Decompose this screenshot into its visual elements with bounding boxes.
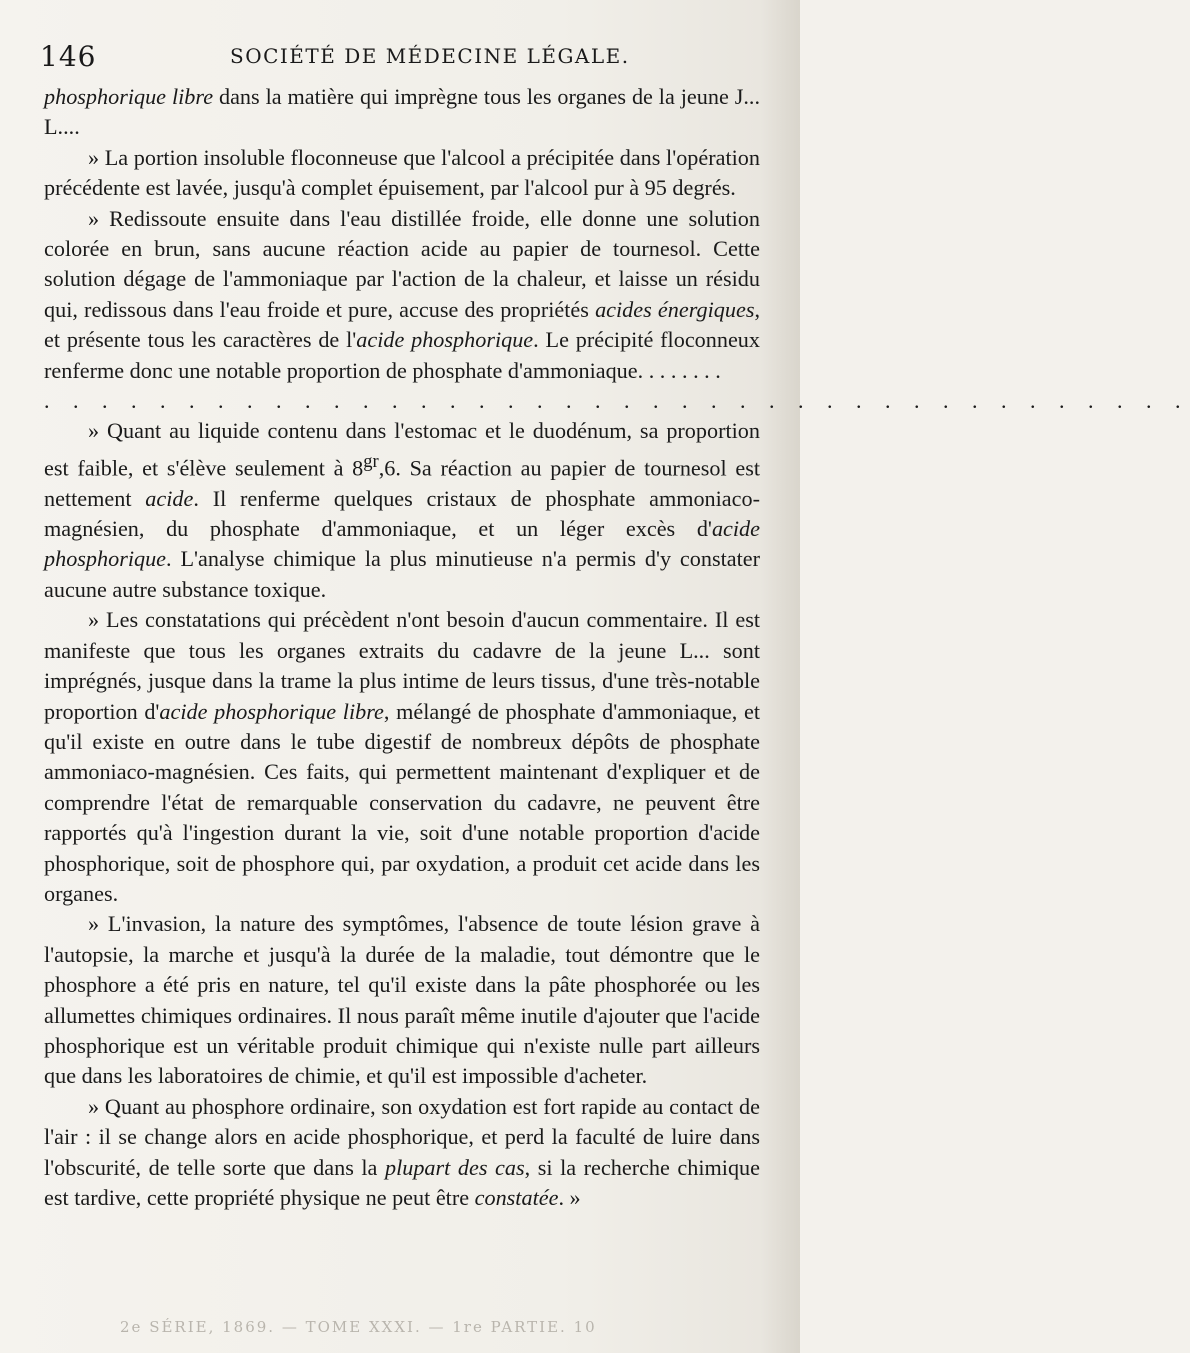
paragraph-ordinary-phosphorus <box>44 1092 760 1214</box>
text-run: , et présente tous les caractères de l' <box>44 296 760 353</box>
text-run: » Quant au phosphore ordinaire, son oxydation est fort rapide au contact de l'air : il se change alors en acide phosphorique, et perd la faculté de luire dans l'obscurité, de telle sorte que dans la <box>44 1093 760 1180</box>
page-header <box>40 40 770 80</box>
paragraph-stomach-liquid <box>44 416 760 605</box>
italic-phrase: acide phosphorique <box>44 516 760 572</box>
paragraph-invasion: » L'invasion, la nature des symptômes, l'absence de toute lésion grave à l'autopsie, la marche et jusqu'à la durée de la maladie, tout démontre que le phosphore a été pris en nature, tel qu'il existe dans la pâte phosphorée ou les allumettes chimiques ordinaires. Il nous paraît même inutile d'ajouter que l'acide phosphorique est un véritable produit chimique qui n'existe nulle part ailleurs que dans les laboratoires de chimie, et qu'il est impossible d'acheter. <box>44 911 760 1089</box>
text-run: , si la recherche chimique est tardive, cette propriété physique ne peut être <box>44 1154 760 1211</box>
text-run: » Redissoute ensuite dans l'eau distillée froide, elle donne une solution colorée en brun, sans aucune réaction acide au papier de tournesol. Cette solution dégage de l'ammoniaque par l'action de la chaleur, et laisse un résidu qui, redissous dans l'eau froide et pure, accuse des propriétés <box>44 205 760 322</box>
dotted-separator: . . . . . . . . . . . . . . . . . . . . . . . . . . . . . . . . . . . . . . . . <box>44 388 1190 414</box>
italic-phrase: acides énergiques <box>595 296 755 322</box>
text-run: » Les constatations qui précèdent n'ont besoin d'aucun commentaire. Il est manifeste que tous les organes extraits du cadavre de la jeune L... sont imprégnés, jusque dans la trame la plus intime de leurs tissus, d'une très-notable proportion d' <box>44 607 760 724</box>
text-run: . Le précipité floconneux renferme donc une notable proportion de phosphate d'ammoniaque. . . . . . . . <box>44 327 760 383</box>
italic-phrase: acide phosphorique <box>356 327 534 353</box>
paragraph-redissolved <box>44 204 760 386</box>
paragraph-findings <box>44 605 760 909</box>
text-run: . Il renferme quelques cristaux de phosphate ammoniaco-magnésien, du phosphate d'ammoniaque, et un léger excès d' <box>44 485 760 542</box>
text-run: dans la matière qui imprègne tous les organes de la jeune J... L.... <box>44 84 760 140</box>
running-head: SOCIÉTÉ DE MÉDECINE LÉGALE. <box>230 44 630 68</box>
text-run: . » <box>558 1185 581 1211</box>
paragraph-insoluble-portion: » La portion insoluble floconneuse que l'alcool a précipitée dans l'opération précédente est lavée, jusqu'à complet épuisement, par l'alcool pur à 95 degrés. <box>44 144 760 201</box>
text-run: . L'analyse chimique la plus minutieuse n'a permis d'y constater aucune autre substance toxique. <box>44 546 760 602</box>
italic-phrase: plupart des cas <box>384 1154 525 1180</box>
italic-phrase: acide <box>145 485 194 511</box>
paragraph-continuation <box>44 82 760 143</box>
page-number: 146 <box>40 40 97 73</box>
page-footer: 2e SÉRIE, 1869. — TOME XXXI. — 1re PARTIE. 10 <box>120 1318 597 1336</box>
body-text <box>44 82 1190 1213</box>
text-run: ,6. Sa réaction au papier de tournesol est nettement <box>44 455 760 511</box>
italic-phrase: phosphorique libre <box>44 84 214 109</box>
text-run: , mélangé de phosphate d'ammoniaque, et qu'il existe en outre dans le tube digestif de nombreux dépôts de phosphate ammoniaco-magnésien. Ces faits, qui permettent maintenant d'expliquer et de comprendre l'état de remarquable conservation du cadavre, ne peuvent être rapportés qu'à l'ingestion durant la vie, soit d'une notable proportion d'acide phosphorique, soit de phosphore qui, par oxydation, a produit cet acide dans les organes. <box>44 698 760 906</box>
italic-phrase: acide phosphorique libre <box>159 698 384 724</box>
unit-superscript: gr <box>363 451 379 472</box>
italic-phrase: constatée <box>474 1185 559 1211</box>
text-run: » Quant au liquide contenu dans l'estomac et le duodénum, sa proportion est faible, et s'élève seulement à 8 <box>44 418 760 481</box>
